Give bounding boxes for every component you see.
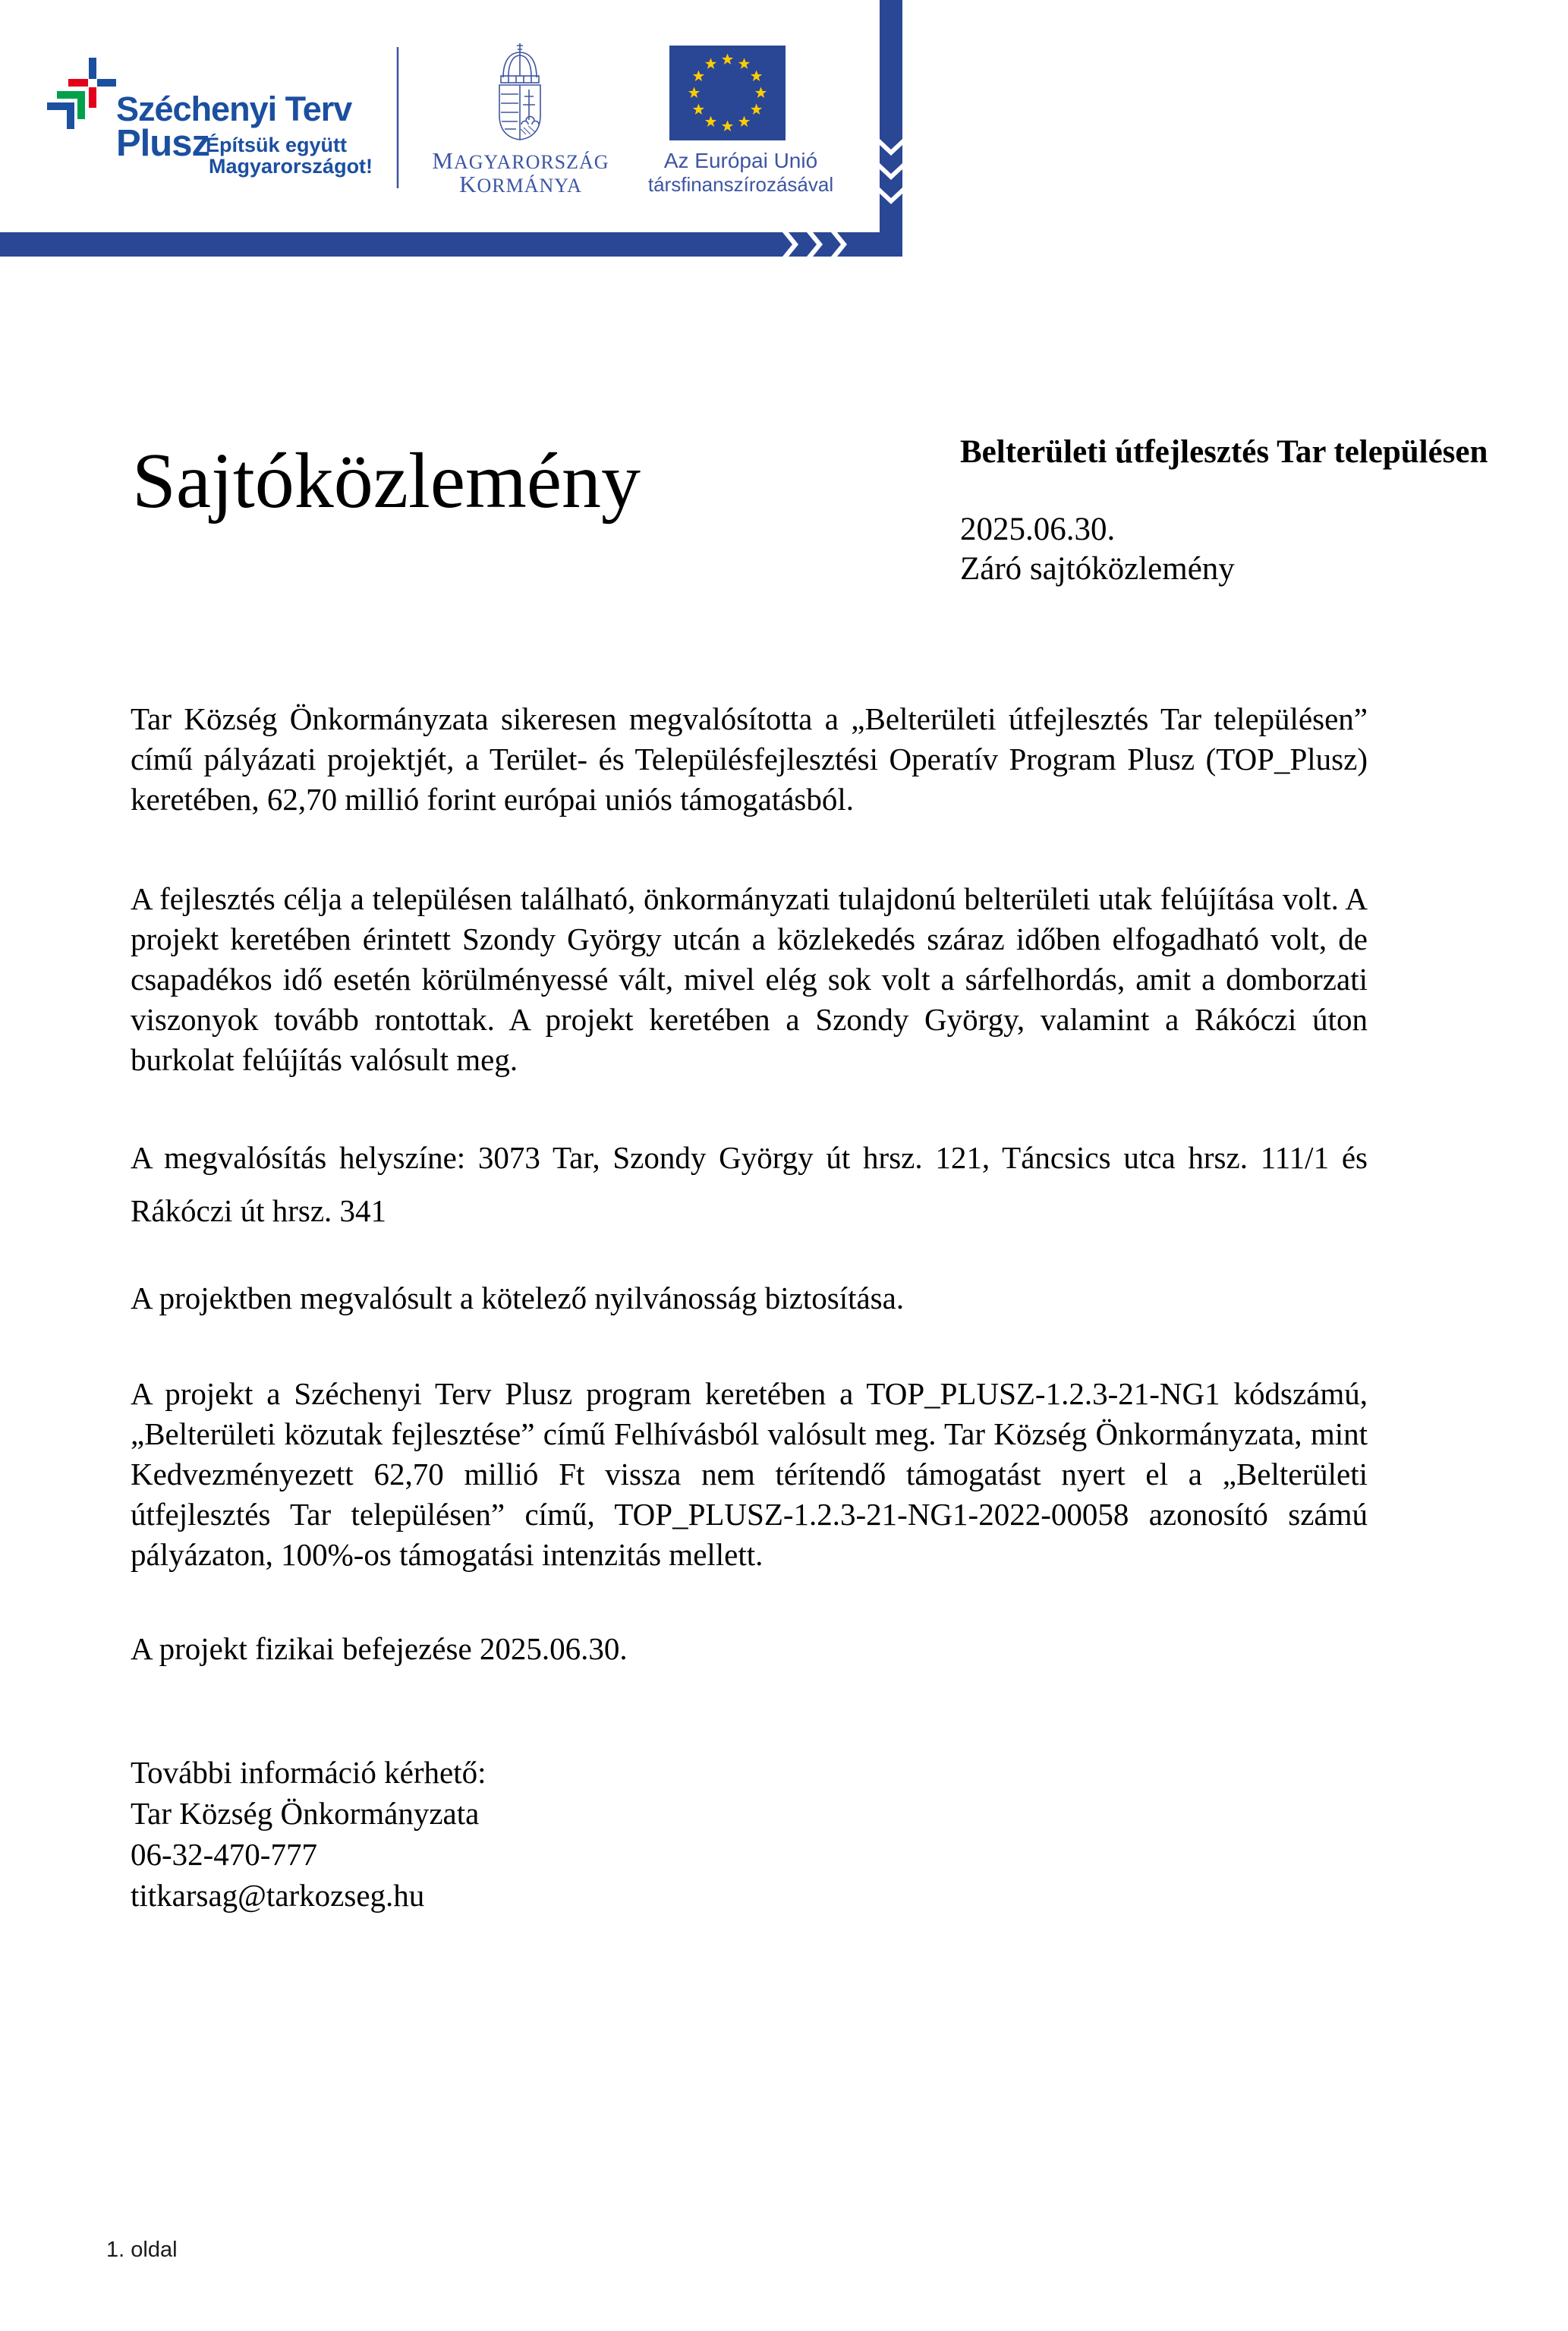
- government-logo-line2: KORMÁNYA: [459, 171, 582, 197]
- body-paragraph: A projekt fizikai befejezése 2025.06.30.: [131, 1631, 628, 1666]
- contact-org: Tar Község Önkormányzata: [131, 1796, 480, 1831]
- release-type: Záró sajtóközlemény: [960, 551, 1235, 587]
- page-number: 1. oldal: [106, 2238, 178, 2262]
- szechenyi-logo-title2: Plusz: [116, 123, 209, 164]
- body-paragraph: A projekt a Széchenyi Terv Plusz program keretében a TOP_PLUSZ-1.2.3-21-NG1 kódszámú, „Belterületi közutak fejlesztése” című Felhívásból valósult meg. Tar Község Önkormányzata, mint Kedvezményezett 62,70 millió Ft vissza nem térítendő támogatást nyert el a „Belterületi útfejlesztés Tar településen” című, TOP_PLUSZ-1.2.3-21-NG1-2022-00058 azonosító számú pályázaton, 100%-os támogatási intenzitás mellett.: [131, 1376, 1368, 1572]
- szechenyi-logo-tagline1: Építsük együtt: [206, 134, 348, 156]
- release-meta: [960, 510, 1563, 589]
- hungary-coat-of-arms-icon: [499, 43, 540, 140]
- project-title: Belterületi útfejlesztés Tar településen: [960, 434, 1488, 470]
- szechenyi-logo-tagline2: Magyarországot!: [209, 155, 373, 178]
- body-paragraph: Tar Község Önkormányzata sikeresen megvalósította a „Belterületi útfejlesztés Tar településen” című pályázati projektjét, a Terület- és Településfejlesztési Operatív Program Plusz (TOP_Plusz) keretében, 62,70 millió forint európai uniós támogatásból.: [131, 701, 1368, 817]
- header-graphics: [0, 0, 1568, 266]
- body-paragraph: A fejlesztés célja a településen található, önkormányzati tulajdonú belterületi utak felújítása volt. A projekt keretében érintett Szondy György utcán a közlekedés száraz időben elfogadható volt, de csapadékos idő esetén körülményessé vált, mivel elég sok volt a sárfelhordás, amit a domborzati viszonyok tovább rontottak. A projekt keretében a Szondy György, valamint a Rákóczi úton burkolat felújítás valósult meg.: [131, 881, 1368, 1077]
- body-paragraph: A projektben megvalósult a kötelező nyilvánosság biztosítása.: [131, 1280, 905, 1315]
- eu-logo-line1: Az Európai Unió: [663, 149, 818, 172]
- contact-block: [131, 1752, 486, 1916]
- press-release-title: Sajtóközlemény: [132, 437, 641, 524]
- szechenyi-plusz-icon: [47, 58, 116, 129]
- contact-intro: További információ kérhető:: [131, 1755, 486, 1790]
- contact-email: titkarsag@tarkozseg.hu: [131, 1878, 425, 1913]
- government-logo-line1: MAGYARORSZÁG: [432, 147, 609, 174]
- eu-logo-line2: társfinanszírozásával: [647, 173, 834, 196]
- release-date: 2025.06.30.: [960, 512, 1116, 547]
- body-paragraph: A megvalósítás helyszíne: 3073 Tar, Szondy György út hrsz. 121, Táncsics utca hrsz. 111/1 és Rákóczi út hrsz. 341: [131, 1140, 1368, 1228]
- eu-flag-icon: [669, 46, 786, 140]
- contact-phone: 06-32-470-777: [131, 1837, 317, 1872]
- szechenyi-logo-title: Széchenyi Terv: [116, 90, 352, 128]
